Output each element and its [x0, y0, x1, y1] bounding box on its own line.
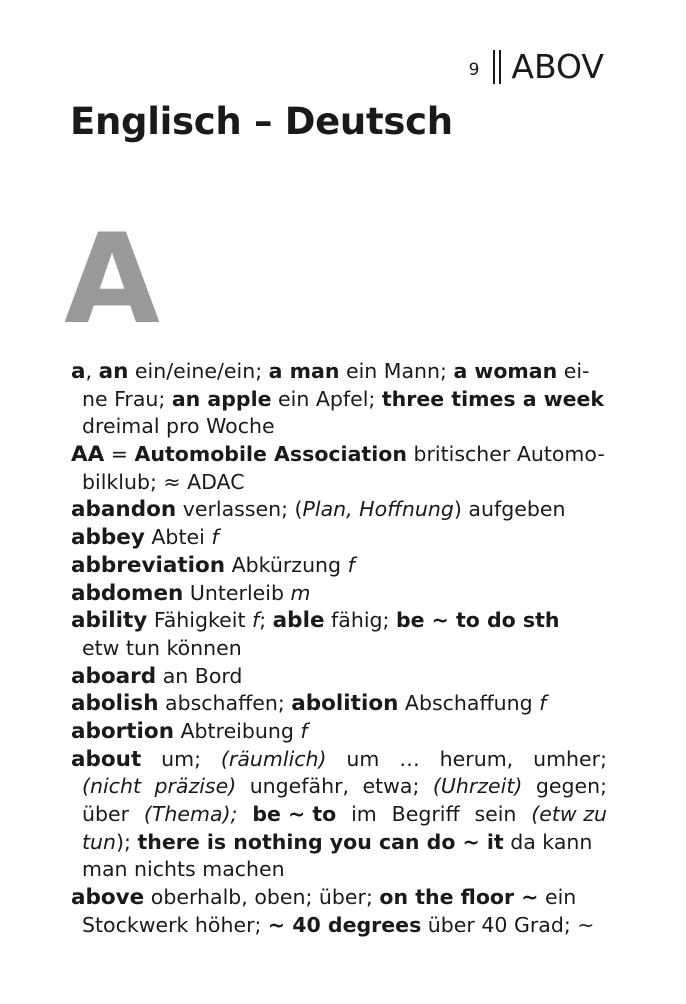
phrase: Automobile Association — [134, 442, 407, 467]
translation: Unterleib — [183, 580, 291, 605]
translation: ein Apfel; — [271, 386, 382, 411]
headword: abandon — [71, 497, 177, 523]
translation: um; — [161, 746, 202, 771]
translation: ) aufgeben — [453, 497, 566, 522]
phrase: on the floor ~ — [379, 885, 539, 910]
translation: ein/eine/ein; — [128, 359, 269, 383]
entry-line — [71, 607, 607, 635]
translation: Abschaffung — [398, 691, 540, 716]
entry-line — [71, 746, 607, 774]
translation: ungefähr, — [249, 774, 350, 799]
label-italic: (etw zu — [531, 802, 607, 826]
translation: britischer Automo- — [406, 442, 605, 467]
label-italic: Plan, Hoffnung — [302, 497, 454, 522]
translation: Stockwerk höher; — [82, 912, 268, 937]
entry-line — [71, 829, 607, 857]
headword: an — [98, 359, 129, 384]
entry-line — [71, 496, 607, 524]
translation: Abtei — [144, 525, 212, 550]
entry-line — [71, 580, 607, 608]
phrase: there is nothing you can do ~ it — [137, 829, 504, 854]
translation: bilklub; ≈ ADAC — [82, 469, 245, 494]
headword: about — [71, 746, 142, 772]
translation: ); — [116, 829, 138, 854]
label-italic: f — [300, 718, 308, 743]
headword: abbreviation — [71, 552, 226, 578]
entry-line — [71, 773, 607, 801]
label-italic: m — [290, 580, 311, 605]
translation: gegen; — [535, 774, 607, 799]
translation: ; — [259, 608, 273, 633]
translation: ein — [538, 885, 577, 910]
entry-line — [71, 690, 607, 718]
entry-line — [71, 386, 607, 414]
section-title: Englisch – Deutsch — [70, 100, 453, 143]
translation: an Bord — [156, 663, 243, 688]
entry-line — [71, 663, 607, 691]
phrase: an apple — [171, 386, 272, 411]
translation: über — [82, 802, 130, 826]
translation: etwa; — [362, 774, 420, 799]
phrase: ~ 40 degrees — [267, 912, 422, 937]
translation: da kann — [503, 829, 593, 854]
guide-word: ABOV — [511, 46, 604, 86]
phrase: a woman — [453, 359, 558, 383]
entry-line — [71, 635, 607, 663]
double-bar-separator — [493, 50, 501, 84]
entry-line — [71, 469, 607, 497]
entry-line — [71, 524, 607, 552]
translation: umher; — [533, 746, 607, 771]
translation: Begriff — [391, 802, 460, 826]
translation: Abtreibung — [174, 718, 301, 743]
translation: ein Mann; — [339, 359, 454, 383]
headword: able — [272, 608, 325, 634]
translation: etw tun können — [82, 635, 242, 660]
entry-line — [71, 884, 607, 912]
translation: dreimal pro Woche — [82, 414, 275, 439]
headword: a — [71, 359, 86, 384]
label-italic: f — [252, 608, 260, 633]
running-head — [469, 44, 604, 88]
translation: um — [346, 746, 380, 771]
translation: abschaffen; — [158, 691, 292, 716]
translation: ei- — [557, 359, 590, 383]
entry-line — [71, 552, 607, 580]
translation: , — [85, 359, 99, 383]
entry-line — [71, 718, 607, 746]
translation: = — [104, 442, 135, 467]
phrase: a man — [268, 359, 340, 383]
translation: herum, — [439, 746, 514, 771]
headword: abdomen — [71, 580, 184, 606]
label-italic: präzise) — [154, 774, 237, 799]
headword: above — [71, 885, 145, 911]
section-letter: A — [64, 208, 160, 352]
phrase: be ~ to — [252, 802, 337, 826]
headword: aboard — [71, 663, 157, 689]
headword: AA — [71, 442, 105, 468]
page-number: 9 — [468, 60, 480, 80]
label-italic: (Uhrzeit) — [432, 774, 523, 799]
translation: oberhalb, oben; über; — [144, 885, 380, 910]
headword: abolish — [71, 691, 159, 717]
entry-line — [71, 912, 607, 940]
label-italic: (räumlich) — [220, 746, 327, 771]
translation: ne Frau; — [82, 386, 172, 411]
label-italic: (Thema); — [143, 802, 238, 826]
translation: man nichts machen — [82, 857, 285, 882]
translation: verlassen; ( — [176, 497, 303, 522]
translation: … — [399, 746, 420, 771]
entry-line — [71, 358, 607, 386]
label-italic: f — [211, 525, 219, 550]
label-italic: f — [347, 552, 355, 577]
label-italic: (nicht — [82, 774, 141, 799]
entry-line — [71, 801, 607, 829]
phrase: be ~ to do sth — [395, 608, 560, 633]
label-italic: tun — [82, 829, 117, 854]
entry-line — [71, 413, 607, 441]
translation: fähig; — [324, 608, 396, 633]
translation: über 40 Grad; ~ — [421, 912, 595, 937]
headword: abbey — [71, 525, 145, 551]
translation: Abkürzung — [225, 552, 348, 577]
entry-line — [71, 441, 607, 469]
translation: sein — [474, 802, 517, 826]
phrase: three times a week — [381, 386, 605, 411]
translation: im — [351, 802, 377, 826]
label-italic: f — [539, 691, 547, 716]
headword: abolition — [291, 691, 399, 717]
headword: ability — [71, 608, 148, 634]
dictionary-entries — [71, 358, 607, 939]
headword: abortion — [71, 718, 174, 744]
translation: Fähigkeit — [147, 608, 253, 633]
entry-line — [71, 856, 607, 884]
